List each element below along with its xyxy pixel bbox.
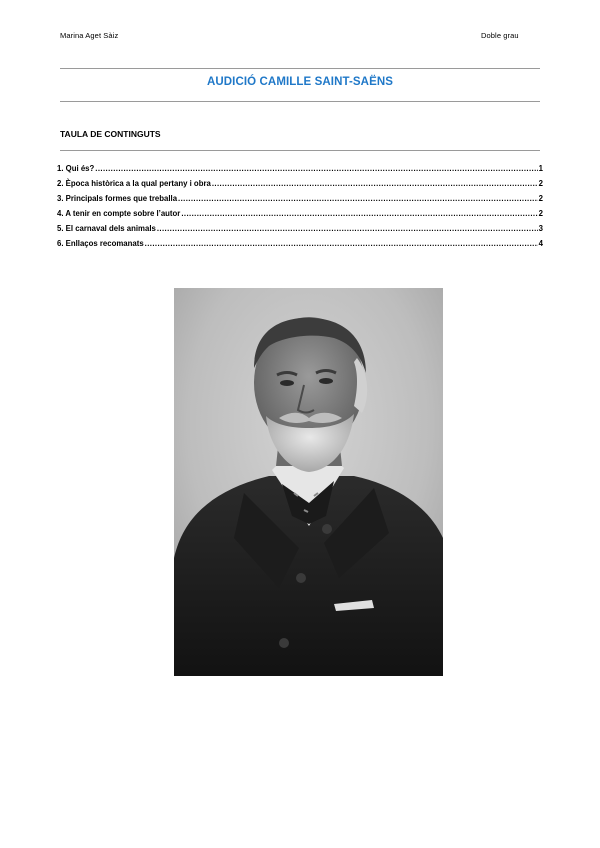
toc-item-label[interactable]: 3. Principals formes que treballa [57,194,178,204]
toc-item[interactable] [57,194,543,209]
toc-item-label[interactable]: 5. El carnaval dels animals [57,224,156,234]
title-top-rule [60,68,540,69]
toc-item[interactable] [57,224,543,239]
header-course: Doble grau [481,31,519,40]
toc-item-label[interactable]: 2. Època històrica a la qual pertany i obra [57,179,211,189]
toc-item-page[interactable]: 2 [538,179,543,189]
toc-leader-dots [181,209,537,218]
toc-item[interactable] [57,209,543,224]
toc-item-page[interactable]: 2 [538,194,543,204]
toc-item-label[interactable]: 6. Enllaços recomanats [57,239,144,249]
toc-leader-dots [157,224,538,233]
toc-item[interactable] [57,179,543,194]
toc-leader-dots [145,239,538,248]
document-title: AUDICIÓ CAMILLE SAINT-SAËNS [206,76,394,88]
toc-leader-dots [212,179,538,188]
toc-item-page[interactable]: 3 [538,224,543,234]
toc-item[interactable] [57,164,543,179]
table-of-contents [57,164,543,255]
portrait-photo [174,288,443,676]
toc-item-page[interactable]: 1 [538,164,543,173]
toc-item[interactable] [57,239,543,254]
header-author: Marina Aget Sàiz [60,31,119,40]
toc-item-page[interactable]: 4 [538,239,543,249]
portrait-photo-icon [174,288,443,676]
toc-leader-dots [95,164,537,173]
toc-item-label[interactable]: 4. A tenir en compte sobre l’autor [57,209,181,219]
toc-item-page[interactable]: 2 [538,209,543,219]
toc-heading-rule [60,150,540,151]
toc-leader-dots [178,194,538,203]
title-bottom-rule [60,101,540,102]
toc-item-label[interactable]: 1. Qui és? [57,164,95,173]
toc-heading: TAULA DE CONTINGUTS [60,129,161,139]
